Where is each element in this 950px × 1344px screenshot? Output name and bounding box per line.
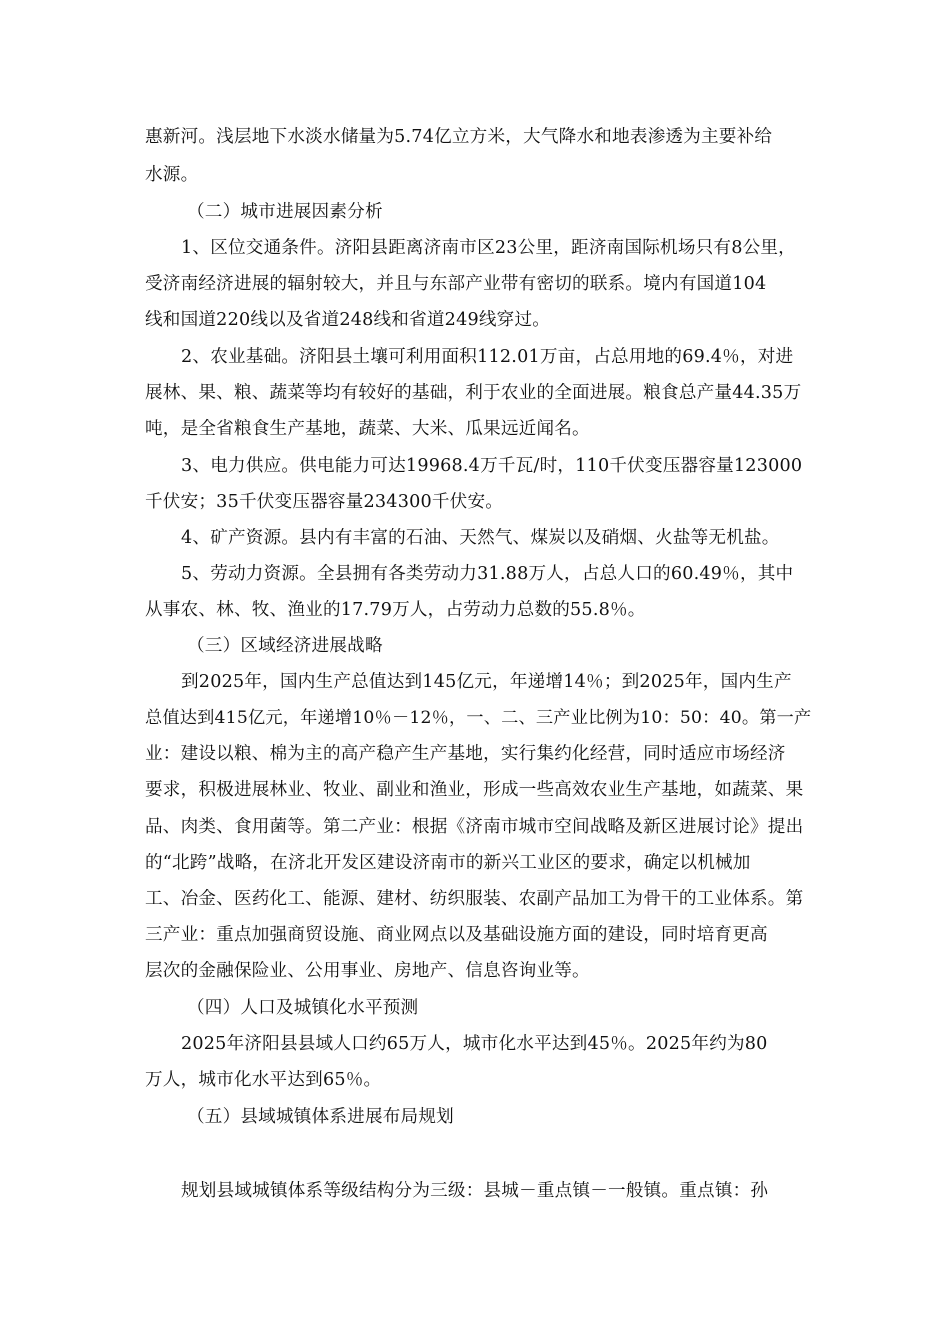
paragraph-line: 业：建设以粮、棉为主的高产稳产生产基地，实行集约化经营，同时适应市场经济 (145, 744, 786, 764)
paragraph-line: 展林、果、粮、蔬菜等均有较好的基础，利于农业的全面进展。粮食总产量44.35万 (145, 383, 802, 403)
paragraph-line: 到2025年，国内生产总值达到145亿元，年递增14％；到2025年，国内生产 (181, 672, 792, 692)
paragraph-line: 从事农、林、牧、渔业的17.79万人，占劳动力总数的55.8％。 (145, 600, 646, 620)
paragraph-line: 受济南经济进展的辐射较大，并且与东部产业带有密切的联系。境内有国道104 (145, 274, 767, 294)
paragraph-line: 2、农业基础。济阳县土壤可利用面积112.01万亩，占总用地的69.4％，对进 (181, 347, 794, 367)
section-heading: （四）人口及城镇化水平预测 (187, 998, 419, 1018)
section-heading: （二）城市进展因素分析 (187, 202, 383, 222)
paragraph-line: 5、劳动力资源。全县拥有各类劳动力31.88万人，占总人口的60.49％，其中 (181, 564, 794, 584)
section-heading: （三）区域经济进展战略 (187, 636, 383, 656)
paragraph-line: 千伏安；35千伏变压器容量234300千伏安。 (145, 492, 504, 512)
paragraph-line: 吨，是全省粮食生产基地，蔬菜、大米、瓜果远近闻名。 (145, 419, 590, 439)
paragraph-line: 层次的金融保险业、公用事业、房地产、信息咨询业等。 (145, 961, 590, 981)
paragraph-line: 3、电力供应。供电能力可达19968.4万千瓦/时，110千伏变压器容量123000 (181, 456, 803, 476)
paragraph-line: 水源。 (145, 165, 199, 185)
paragraph-line: 总值达到415亿元，年递增10％－12％，一、二、三产业比例为10：50：40。第一产 (145, 708, 812, 728)
paragraph-line: 规划县域城镇体系等级结构分为三级：县城－重点镇－一般镇。重点镇：孙 (181, 1181, 769, 1201)
paragraph-line: 2025年济阳县县域人口约65万人，城市化水平达到45％。2025年约为80 (181, 1034, 768, 1054)
paragraph-line: 要求，积极进展林业、牧业、副业和渔业，形成一些高效农业生产基地，如蔬菜、果 (145, 780, 804, 800)
paragraph-line: 万人，城市化水平达到65％。 (145, 1070, 382, 1090)
paragraph-line: 品、肉类、食用菌等。第二产业：根据《济南市城市空间战略及新区进展讨论》提出 (145, 817, 804, 837)
paragraph-line: 4、矿产资源。县内有丰富的石油、天然气、煤炭以及硝烟、火盐等无机盐。 (181, 528, 780, 548)
paragraph-line: 三产业：重点加强商贸设施、商业网点以及基础设施方面的建设，同时培育更高 (145, 925, 768, 945)
paragraph-line: 线和国道220线以及省道248线和省道249线穿过。 (145, 310, 551, 330)
paragraph-line: 惠新河。浅层地下水淡水储量为5.74亿立方米，大气降水和地表渗透为主要补给 (145, 127, 773, 147)
paragraph-line: 工、冶金、医药化工、能源、建材、纺织服装、农副产品加工为骨干的工业体系。第 (145, 889, 804, 909)
paragraph-line: 的“北跨”战略，在济北开发区建设济南市的新兴工业区的要求，确定以机械加 (145, 853, 751, 873)
section-heading: （五）县域城镇体系进展布局规划 (187, 1107, 454, 1127)
paragraph-line: 1、区位交通条件。济阳县距离济南市区23公里，距济南国际机场只有8公里， (181, 238, 796, 258)
